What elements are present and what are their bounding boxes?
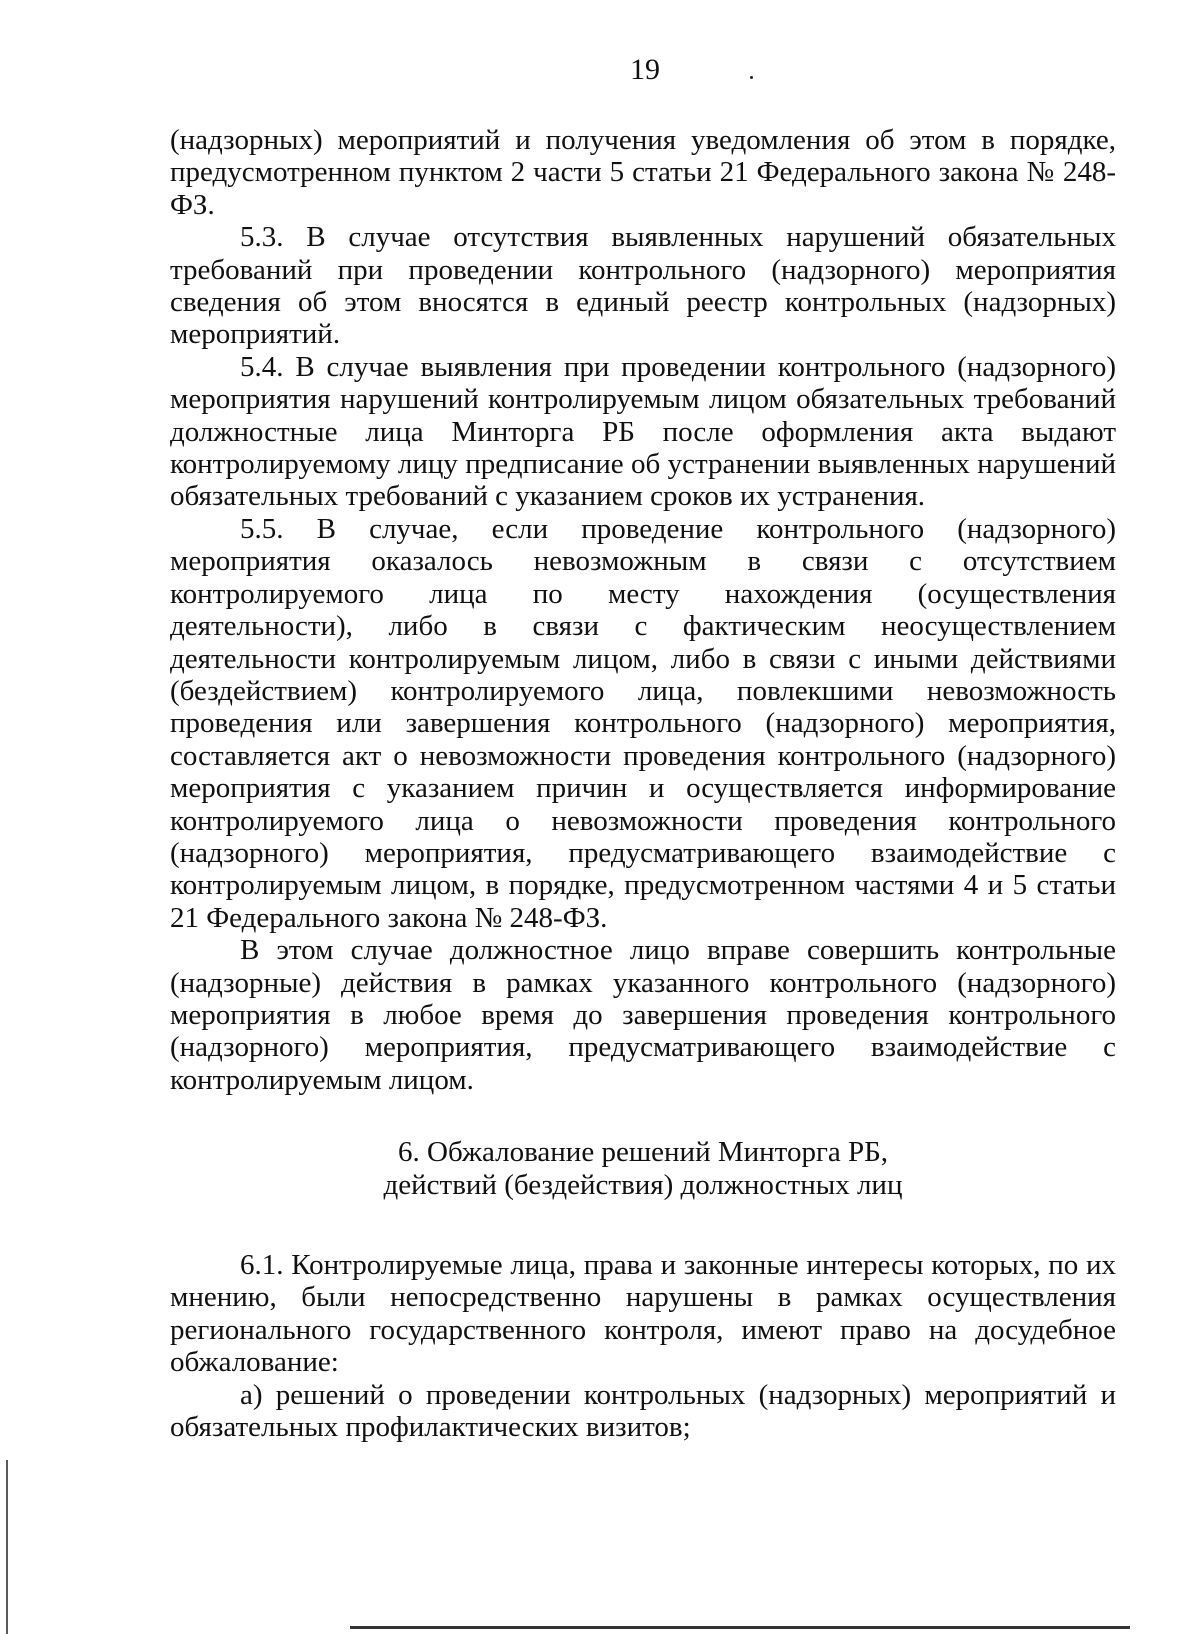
paragraph-5-5: 5.5. В случае, если проведение контрольного (надзорного) мероприятия оказалось невозможным в связи с отсутствием контролируемого лица по месту нахождения (осуществления деятельности), либо в связи с фактическим неосуществлением деятельности контролируемым лицом, либо в связи с иными действиями (бездействием) контролируемого лица, повлекшими невозможность проведения или завершения контрольного (надзорного) мероприятия, составляется акт о невозможности проведения контрольного (надзорного) мероприятия с указанием причин и осуществляется информирование контролируемого лица о невозможности проведения контрольного (надзорного) мероприятия, предусматривающего взаимодействие с контролируемым лицом, в порядке, предусмотренном частями 4 и 5 статьи 21 Федерального закона № 248-ФЗ.: [170, 512, 1116, 934]
section-heading-line-2: действий (бездействия) должностных лиц: [383, 1168, 903, 1201]
section-heading-line-1: 6. Обжалование решений Минторга РБ,: [398, 1136, 888, 1169]
paragraph-continuation: (надзорных) мероприятий и получения уведомления об этом в порядке, предусмотренном пунктом 2 части 5 статьи 21 Федерального закона № 248-ФЗ.: [170, 124, 1116, 221]
paragraph-5-5-continued: В этом случае должностное лицо вправе совершить контрольные (надзорные) действия в рамках указанного контрольного (надзорного) мероприятия в любое время до завершения проведения контрольного (надзорного) мероприятия, предусматривающего взаимодействие с контролируемым лицом.: [170, 934, 1116, 1096]
paragraph-6-1: 6.1. Контролируемые лица, права и законные интересы которых, по их мнению, были непосредственно нарушены в рамках осуществления регионального государственного контроля, имеют право на досудебное обжалование:: [170, 1249, 1116, 1379]
paragraph-5-4: 5.4. В случае выявления при проведении контрольного (надзорного) мероприятия нарушений контролируемым лицом обязательных требований должностные лица Минторга РБ после оформления акта выдают контролируемому лицу предписание об устранении выявленных нарушений обязательных требований с указанием сроков их устранения.: [170, 350, 1116, 513]
paragraph-6-1-a: а) решений о проведении контрольных (надзорных) мероприятий и обязательных профилактических визитов;: [170, 1378, 1116, 1444]
scan-edge-left: [6, 1460, 8, 1634]
document-body: [170, 124, 1116, 1443]
scan-edge-bottom: [350, 1626, 1130, 1629]
scan-dot: [750, 76, 753, 79]
page-number: 19: [630, 53, 660, 86]
paragraph-5-3: 5.3. В случае отсутствия выявленных нарушений обязательных требований при проведении контрольного (надзорного) мероприятия сведения об этом вносятся в единый реестр контрольных (надзорных) мероприятий.: [170, 221, 1116, 351]
section-heading-6: [170, 1136, 1116, 1201]
